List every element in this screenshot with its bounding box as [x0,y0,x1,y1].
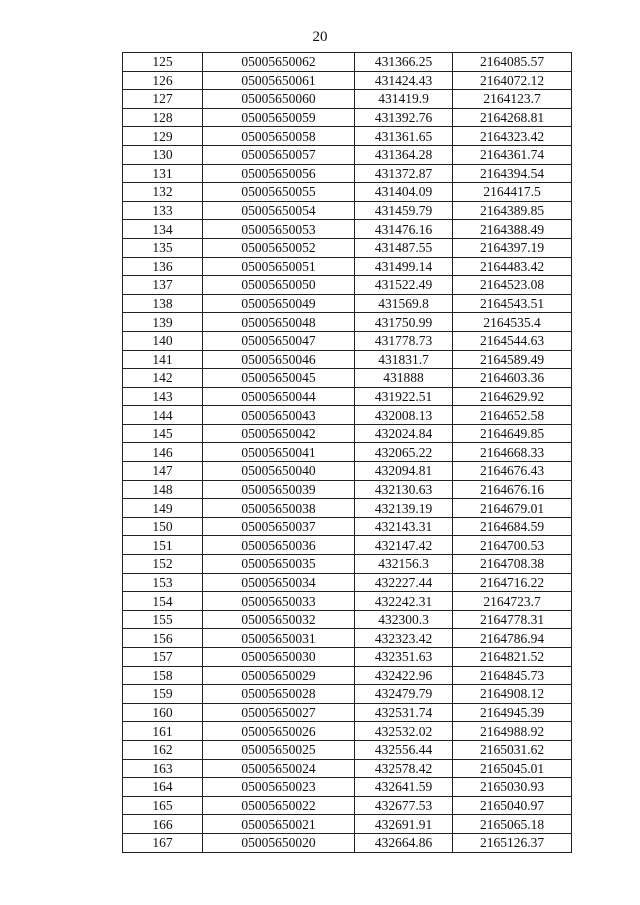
point-id-cell: 05005650054 [203,201,355,220]
y-coordinate-cell: 2164123.7 [453,90,572,109]
table-row [123,369,572,388]
x-coordinate-cell: 432323.42 [355,629,453,648]
x-coordinate-cell: 432156.3 [355,555,453,574]
table-row [123,331,572,350]
y-coordinate-cell: 2164778.31 [453,610,572,629]
y-coordinate-cell: 2164388.49 [453,220,572,239]
row-number-cell: 162 [123,740,203,759]
y-coordinate-cell: 2165040.97 [453,796,572,815]
row-number-cell: 153 [123,573,203,592]
x-coordinate-cell: 432641.59 [355,778,453,797]
y-coordinate-cell: 2165065.18 [453,815,572,834]
table-row [123,424,572,443]
table-row [123,108,572,127]
x-coordinate-cell: 431419.9 [355,90,453,109]
table-row [123,443,572,462]
row-number-cell: 144 [123,406,203,425]
table-row [123,815,572,834]
row-number-cell: 151 [123,536,203,555]
row-number-cell: 130 [123,145,203,164]
point-id-cell: 05005650036 [203,536,355,555]
row-number-cell: 133 [123,201,203,220]
x-coordinate-cell: 431361.65 [355,127,453,146]
point-id-cell: 05005650037 [203,517,355,536]
x-coordinate-cell: 431404.09 [355,183,453,202]
y-coordinate-cell: 2164676.16 [453,480,572,499]
table-row [123,480,572,499]
y-coordinate-cell: 2165045.01 [453,759,572,778]
table-row [123,294,572,313]
x-coordinate-cell: 432242.31 [355,592,453,611]
x-coordinate-cell: 432143.31 [355,517,453,536]
point-id-cell: 05005650038 [203,499,355,518]
y-coordinate-cell: 2164389.85 [453,201,572,220]
table-row [123,517,572,536]
x-coordinate-cell: 431888 [355,369,453,388]
y-coordinate-cell: 2164716.22 [453,573,572,592]
table-row [123,648,572,667]
y-coordinate-cell: 2164523.08 [453,276,572,295]
row-number-cell: 126 [123,71,203,90]
row-number-cell: 136 [123,257,203,276]
point-id-cell: 05005650052 [203,238,355,257]
row-number-cell: 165 [123,796,203,815]
x-coordinate-cell: 432008.13 [355,406,453,425]
x-coordinate-cell: 431364.28 [355,145,453,164]
x-coordinate-cell: 432664.86 [355,833,453,852]
x-coordinate-cell: 432691.91 [355,815,453,834]
row-number-cell: 146 [123,443,203,462]
x-coordinate-cell: 431459.79 [355,201,453,220]
row-number-cell: 125 [123,53,203,72]
x-coordinate-cell: 431476.16 [355,220,453,239]
x-coordinate-cell: 432578.42 [355,759,453,778]
x-coordinate-cell: 431499.14 [355,257,453,276]
table-row [123,703,572,722]
table-row [123,759,572,778]
row-number-cell: 141 [123,350,203,369]
table-row [123,90,572,109]
x-coordinate-cell: 432556.44 [355,740,453,759]
y-coordinate-cell: 2164649.85 [453,424,572,443]
point-id-cell: 05005650026 [203,722,355,741]
y-coordinate-cell: 2164589.49 [453,350,572,369]
row-number-cell: 164 [123,778,203,797]
point-id-cell: 05005650027 [203,703,355,722]
x-coordinate-cell: 432351.63 [355,648,453,667]
row-number-cell: 149 [123,499,203,518]
y-coordinate-cell: 2164668.33 [453,443,572,462]
point-id-cell: 05005650025 [203,740,355,759]
row-number-cell: 158 [123,666,203,685]
table-row [123,201,572,220]
row-number-cell: 128 [123,108,203,127]
row-number-cell: 155 [123,610,203,629]
point-id-cell: 05005650035 [203,555,355,574]
y-coordinate-cell: 2164603.36 [453,369,572,388]
point-id-cell: 05005650062 [203,53,355,72]
x-coordinate-cell: 431831.7 [355,350,453,369]
y-coordinate-cell: 2164708.38 [453,555,572,574]
point-id-cell: 05005650053 [203,220,355,239]
table-row [123,145,572,164]
point-id-cell: 05005650029 [203,666,355,685]
x-coordinate-cell: 431487.55 [355,238,453,257]
x-coordinate-cell: 431522.49 [355,276,453,295]
x-coordinate-cell: 432300.3 [355,610,453,629]
x-coordinate-cell: 432147.42 [355,536,453,555]
point-id-cell: 05005650039 [203,480,355,499]
y-coordinate-cell: 2165031.62 [453,740,572,759]
coordinates-table [122,52,572,853]
row-number-cell: 161 [123,722,203,741]
point-id-cell: 05005650040 [203,462,355,481]
row-number-cell: 131 [123,164,203,183]
point-id-cell: 05005650033 [203,592,355,611]
y-coordinate-cell: 2164684.59 [453,517,572,536]
x-coordinate-cell: 432094.81 [355,462,453,481]
point-id-cell: 05005650059 [203,108,355,127]
x-coordinate-cell: 431372.87 [355,164,453,183]
point-id-cell: 05005650028 [203,685,355,704]
table-row [123,462,572,481]
point-id-cell: 05005650045 [203,369,355,388]
row-number-cell: 134 [123,220,203,239]
table-row [123,592,572,611]
y-coordinate-cell: 2164676.43 [453,462,572,481]
table-row [123,406,572,425]
row-number-cell: 166 [123,815,203,834]
point-id-cell: 05005650046 [203,350,355,369]
y-coordinate-cell: 2164394.54 [453,164,572,183]
point-id-cell: 05005650034 [203,573,355,592]
table-row [123,53,572,72]
point-id-cell: 05005650030 [203,648,355,667]
point-id-cell: 05005650049 [203,294,355,313]
point-id-cell: 05005650043 [203,406,355,425]
table-row [123,629,572,648]
point-id-cell: 05005650041 [203,443,355,462]
table-row [123,685,572,704]
point-id-cell: 05005650056 [203,164,355,183]
row-number-cell: 127 [123,90,203,109]
table-row [123,722,572,741]
table-row [123,238,572,257]
table-row [123,257,572,276]
row-number-cell: 152 [123,555,203,574]
y-coordinate-cell: 2164652.58 [453,406,572,425]
table-row [123,127,572,146]
row-number-cell: 148 [123,480,203,499]
point-id-cell: 05005650055 [203,183,355,202]
x-coordinate-cell: 431569.8 [355,294,453,313]
y-coordinate-cell: 2164072.12 [453,71,572,90]
x-coordinate-cell: 432479.79 [355,685,453,704]
point-id-cell: 05005650042 [203,424,355,443]
point-id-cell: 05005650047 [203,331,355,350]
x-coordinate-cell: 431392.76 [355,108,453,127]
table-row [123,573,572,592]
row-number-cell: 163 [123,759,203,778]
table-row [123,350,572,369]
y-coordinate-cell: 2164535.4 [453,313,572,332]
row-number-cell: 140 [123,331,203,350]
row-number-cell: 159 [123,685,203,704]
point-id-cell: 05005650057 [203,145,355,164]
point-id-cell: 05005650031 [203,629,355,648]
x-coordinate-cell: 431424.43 [355,71,453,90]
x-coordinate-cell: 432024.84 [355,424,453,443]
row-number-cell: 147 [123,462,203,481]
x-coordinate-cell: 432532.02 [355,722,453,741]
point-id-cell: 05005650022 [203,796,355,815]
row-number-cell: 142 [123,369,203,388]
y-coordinate-cell: 2164397.19 [453,238,572,257]
row-number-cell: 137 [123,276,203,295]
point-id-cell: 05005650044 [203,387,355,406]
table-row [123,796,572,815]
row-number-cell: 150 [123,517,203,536]
row-number-cell: 167 [123,833,203,852]
y-coordinate-cell: 2164786.94 [453,629,572,648]
table-row [123,778,572,797]
table-row [123,555,572,574]
row-number-cell: 160 [123,703,203,722]
point-id-cell: 05005650048 [203,313,355,332]
y-coordinate-cell: 2164908.12 [453,685,572,704]
y-coordinate-cell: 2164085.57 [453,53,572,72]
x-coordinate-cell: 431922.51 [355,387,453,406]
x-coordinate-cell: 432065.22 [355,443,453,462]
x-coordinate-cell: 432227.44 [355,573,453,592]
y-coordinate-cell: 2164945.39 [453,703,572,722]
point-id-cell: 05005650060 [203,90,355,109]
x-coordinate-cell: 431750.99 [355,313,453,332]
x-coordinate-cell: 431366.25 [355,53,453,72]
x-coordinate-cell: 432130.63 [355,480,453,499]
y-coordinate-cell: 2164723.7 [453,592,572,611]
y-coordinate-cell: 2164268.81 [453,108,572,127]
y-coordinate-cell: 2164845.73 [453,666,572,685]
row-number-cell: 143 [123,387,203,406]
x-coordinate-cell: 432422.96 [355,666,453,685]
y-coordinate-cell: 2164821.52 [453,648,572,667]
x-coordinate-cell: 431778.73 [355,331,453,350]
y-coordinate-cell: 2164417.5 [453,183,572,202]
point-id-cell: 05005650024 [203,759,355,778]
y-coordinate-cell: 2164543.51 [453,294,572,313]
x-coordinate-cell: 432139.19 [355,499,453,518]
point-id-cell: 05005650050 [203,276,355,295]
row-number-cell: 154 [123,592,203,611]
row-number-cell: 138 [123,294,203,313]
page-number: 20 [312,29,328,45]
row-number-cell: 132 [123,183,203,202]
x-coordinate-cell: 432677.53 [355,796,453,815]
table-row [123,220,572,239]
table-row [123,499,572,518]
point-id-cell: 05005650032 [203,610,355,629]
table-row [123,536,572,555]
row-number-cell: 157 [123,648,203,667]
table-row [123,313,572,332]
table-row [123,387,572,406]
point-id-cell: 05005650061 [203,71,355,90]
y-coordinate-cell: 2164629.92 [453,387,572,406]
table-row [123,833,572,852]
y-coordinate-cell: 2165126.37 [453,833,572,852]
row-number-cell: 156 [123,629,203,648]
y-coordinate-cell: 2164544.63 [453,331,572,350]
row-number-cell: 129 [123,127,203,146]
row-number-cell: 139 [123,313,203,332]
table-row [123,740,572,759]
table-body [123,53,572,853]
x-coordinate-cell: 432531.74 [355,703,453,722]
point-id-cell: 05005650021 [203,815,355,834]
y-coordinate-cell: 2164483.42 [453,257,572,276]
table-row [123,610,572,629]
y-coordinate-cell: 2164700.53 [453,536,572,555]
y-coordinate-cell: 2165030.93 [453,778,572,797]
point-id-cell: 05005650058 [203,127,355,146]
row-number-cell: 135 [123,238,203,257]
table-row [123,183,572,202]
table-row [123,276,572,295]
point-id-cell: 05005650023 [203,778,355,797]
y-coordinate-cell: 2164988.92 [453,722,572,741]
table-row [123,666,572,685]
table-row [123,164,572,183]
y-coordinate-cell: 2164679.01 [453,499,572,518]
point-id-cell: 05005650051 [203,257,355,276]
y-coordinate-cell: 2164361.74 [453,145,572,164]
row-number-cell: 145 [123,424,203,443]
table-row [123,71,572,90]
y-coordinate-cell: 2164323.42 [453,127,572,146]
point-id-cell: 05005650020 [203,833,355,852]
